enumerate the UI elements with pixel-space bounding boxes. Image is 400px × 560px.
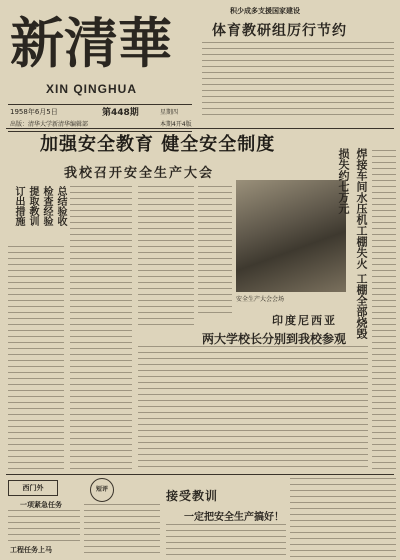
divider-lower <box>6 474 394 475</box>
lesson-body <box>166 524 286 558</box>
vertical-heading-2: 提取教训 <box>27 186 38 226</box>
issue-date: 1958年6月5日 <box>10 108 58 116</box>
photo-caption: 安全生产大会会场 <box>236 296 285 303</box>
lead-subhead: 我校召开安全生产大会 <box>64 166 215 181</box>
masthead <box>6 2 176 102</box>
issue-number: 第448期 <box>102 108 139 118</box>
lower-body-right <box>290 478 396 558</box>
column-box-label: 西门外 <box>8 480 58 496</box>
divider <box>6 128 394 129</box>
vertical-heading-3: 检查经验 <box>41 186 52 226</box>
text-column-2 <box>70 186 132 472</box>
lower-item-2: 工程任务上马 <box>10 545 52 554</box>
text-column-1 <box>8 246 64 472</box>
vertical-heading-4: 总结验收 <box>55 186 66 226</box>
vertical-heading-1: 订出措施 <box>13 186 24 226</box>
top-story <box>200 4 396 122</box>
text-column-4 <box>198 186 232 316</box>
publisher-line: 出版：清华大学新清华编辑部 <box>10 121 89 128</box>
issue-weekday: 星期四 <box>160 109 179 116</box>
commentary-body <box>84 504 160 558</box>
lesson-headline: 接受教训 <box>166 489 219 503</box>
top-story-kicker: 积少成多支援国家建设 <box>230 6 300 15</box>
top-story-body <box>202 42 394 120</box>
fire-report-headline: 焊接车间水压机工棚失火 工棚全部烧毁损失约七万元 <box>337 148 368 339</box>
lead-headline: 加强安全教育 健全安全制度 <box>40 134 276 155</box>
top-story-headline: 体育教研组厉行节约 <box>212 23 347 39</box>
text-column-3 <box>138 186 194 326</box>
meeting-photo <box>236 180 346 292</box>
indonesia-headline: 两大学校长分别到我校参观 <box>202 332 347 346</box>
indonesia-body <box>138 346 368 470</box>
commentary-badge: 短评 <box>90 478 114 502</box>
lower-body-1 <box>8 510 80 542</box>
masthead-pinyin: XIN QINGHUA <box>46 82 138 96</box>
calligraphy-title <box>6 2 176 78</box>
indonesia-kicker: 印度尼西亚 <box>272 314 337 327</box>
lower-item-1: 一项紧急任务 <box>20 500 62 509</box>
text-column-right <box>372 150 396 470</box>
masthead-title: 新清華 <box>10 11 172 75</box>
pages-line: 本期4开4版 <box>160 121 192 128</box>
lesson-subheadline: 一定把安全生产搞好！ <box>184 512 284 523</box>
